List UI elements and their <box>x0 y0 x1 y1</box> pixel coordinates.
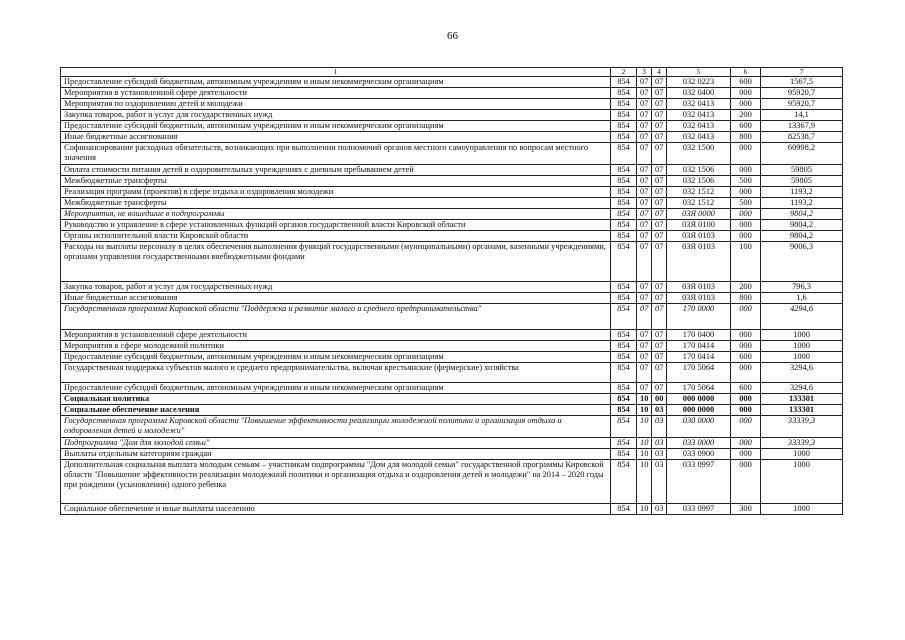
row-subsection-code: 03 <box>652 460 667 504</box>
row-section-code: 07 <box>637 88 652 99</box>
row-target-code: 032 0413 <box>667 132 731 143</box>
row-admin-code: 854 <box>611 341 637 352</box>
table-row <box>61 438 843 449</box>
row-expense-type: 000 <box>731 143 761 165</box>
row-name: Органы исполнительной власти Кировской области <box>61 231 611 242</box>
row-target-code: 032 0413 <box>667 99 731 110</box>
row-amount: 133301 <box>761 394 843 405</box>
row-subsection-code: 07 <box>652 198 667 209</box>
row-name: Реализация программ (проектов) в сфере отдыха и оздоровления молодежи <box>61 187 611 198</box>
row-subsection-code: 07 <box>652 187 667 198</box>
row-subsection-code: 07 <box>652 330 667 341</box>
row-admin-code: 854 <box>611 293 637 304</box>
row-target-code: 032 0413 <box>667 110 731 121</box>
row-admin-code: 854 <box>611 383 637 394</box>
row-expense-type: 800 <box>731 132 761 143</box>
row-amount: 133301 <box>761 405 843 416</box>
row-expense-type: 000 <box>731 88 761 99</box>
row-amount: 1000 <box>761 341 843 352</box>
row-subsection-code: 07 <box>652 341 667 352</box>
row-target-code: 03Я 0103 <box>667 293 731 304</box>
row-section-code: 07 <box>637 132 652 143</box>
row-admin-code: 854 <box>611 110 637 121</box>
row-subsection-code: 07 <box>652 88 667 99</box>
row-target-code: 032 1512 <box>667 187 731 198</box>
row-admin-code: 854 <box>611 504 637 515</box>
row-subsection-code: 07 <box>652 293 667 304</box>
row-target-code: 032 0223 <box>667 77 731 88</box>
row-amount: 9804,2 <box>761 209 843 220</box>
header-col-5: 5 <box>667 68 731 77</box>
header-col-3: 3 <box>637 68 652 77</box>
row-section-code: 07 <box>637 330 652 341</box>
row-admin-code: 854 <box>611 165 637 176</box>
row-subsection-code: 07 <box>652 77 667 88</box>
row-expense-type: 600 <box>731 352 761 363</box>
row-amount: 82538,7 <box>761 132 843 143</box>
row-subsection-code: 07 <box>652 143 667 165</box>
row-target-code: 170 5064 <box>667 363 731 383</box>
row-target-code: 03Я 0100 <box>667 220 731 231</box>
row-section-code: 07 <box>637 383 652 394</box>
table-row <box>61 242 843 282</box>
row-section-code: 10 <box>637 438 652 449</box>
row-admin-code: 854 <box>611 394 637 405</box>
row-amount: 13367,9 <box>761 121 843 132</box>
table-row <box>61 304 843 330</box>
row-target-code: 033 0997 <box>667 504 731 515</box>
row-admin-code: 854 <box>611 352 637 363</box>
row-amount: 95920,7 <box>761 99 843 110</box>
row-expense-type: 000 <box>731 330 761 341</box>
row-amount: 33339,3 <box>761 438 843 449</box>
row-amount: 3294,6 <box>761 383 843 394</box>
row-section-code: 07 <box>637 187 652 198</box>
row-section-code: 07 <box>637 165 652 176</box>
row-admin-code: 854 <box>611 132 637 143</box>
row-expense-type: 000 <box>731 460 761 504</box>
row-name: Мероприятия, не вошедшие в подпрограммы <box>61 209 611 220</box>
row-amount: 1000 <box>761 504 843 515</box>
row-target-code: 033 0997 <box>667 460 731 504</box>
row-section-code: 10 <box>637 460 652 504</box>
row-target-code: 170 5064 <box>667 383 731 394</box>
row-amount: 9006,3 <box>761 242 843 282</box>
row-admin-code: 854 <box>611 121 637 132</box>
row-expense-type: 200 <box>731 282 761 293</box>
row-name: Социальное обеспечение населения <box>61 405 611 416</box>
row-subsection-code: 07 <box>652 242 667 282</box>
row-section-code: 07 <box>637 242 652 282</box>
row-expense-type: 100 <box>731 242 761 282</box>
row-name: Подпрограмма "Дом для молодой семьи" <box>61 438 611 449</box>
row-name: Мероприятия по оздоровлению детей и молодежи <box>61 99 611 110</box>
row-name: Предоставление субсидий бюджетным, автономным учреждениям и иным некоммерческим организациям <box>61 121 611 132</box>
row-expense-type: 500 <box>731 176 761 187</box>
row-name: Софинансирование расходных обязательств, возникающих при выполнении полномочий органов местного самоуправления по вопросам местного значения <box>61 143 611 165</box>
row-admin-code: 854 <box>611 242 637 282</box>
row-subsection-code: 07 <box>652 121 667 132</box>
row-name: Закупка товаров, работ и услуг для государственных нужд <box>61 282 611 293</box>
row-admin-code: 854 <box>611 176 637 187</box>
row-name: Государственная поддержка субъектов малого и среднего предпринимательства, включая крестьянские (фермерские) хозяйства <box>61 363 611 383</box>
row-amount: 1000 <box>761 460 843 504</box>
header-col-1: 1 <box>61 68 611 77</box>
row-name: Иные бюджетные ассигнования <box>61 132 611 143</box>
row-target-code: 03Я 0000 <box>667 209 731 220</box>
table-row <box>61 282 843 293</box>
row-subsection-code: 03 <box>652 438 667 449</box>
row-section-code: 07 <box>637 341 652 352</box>
row-section-code: 07 <box>637 77 652 88</box>
table-row <box>61 293 843 304</box>
row-expense-type: 000 <box>731 341 761 352</box>
table-row <box>61 209 843 220</box>
row-name: Дополнительная социальная выплата молодым семьям – участникам подпрограммы "Дом для молодой семьи" государственной программы Кировской области "Повышение эффективности реализации молодежной политики и организация отдыха и оздоровления детей и молодежи" на 2014 – 2020 годы при рождении (усыновлении) одного ребенка <box>61 460 611 504</box>
row-expense-type: 000 <box>731 363 761 383</box>
row-section-code: 07 <box>637 220 652 231</box>
row-target-code: 030 0000 <box>667 416 731 438</box>
row-target-code: 032 0400 <box>667 88 731 99</box>
row-subsection-code: 07 <box>652 282 667 293</box>
row-name: Оплата стоимости питания детей в оздоровительных учреждениях с дневным пребыванием детей <box>61 165 611 176</box>
row-section-code: 10 <box>637 405 652 416</box>
row-expense-type: 000 <box>731 405 761 416</box>
row-expense-type: 200 <box>731 110 761 121</box>
row-admin-code: 854 <box>611 405 637 416</box>
row-admin-code: 854 <box>611 231 637 242</box>
row-expense-type: 000 <box>731 99 761 110</box>
row-target-code: 033 0900 <box>667 449 731 460</box>
table-row <box>61 449 843 460</box>
row-section-code: 10 <box>637 394 652 405</box>
row-name: Расходы на выплаты персоналу в целях обеспечения выполнения функций государственными (муниципальными) органами, казенными учреждениями, органами управления государственными внебюджетными фондами <box>61 242 611 282</box>
row-admin-code: 854 <box>611 77 637 88</box>
header-col-2: 2 <box>611 68 637 77</box>
table-row <box>61 121 843 132</box>
row-name: Мероприятия в установленной сфере деятельности <box>61 88 611 99</box>
row-section-code: 07 <box>637 209 652 220</box>
row-name: Закупка товаров, работ и услуг для государственных нужд <box>61 110 611 121</box>
row-name: Социальное обеспечение и иные выплаты населению <box>61 504 611 515</box>
budget-table <box>60 67 843 515</box>
row-target-code: 032 1512 <box>667 198 731 209</box>
row-expense-type: 600 <box>731 77 761 88</box>
row-expense-type: 000 <box>731 304 761 330</box>
row-section-code: 10 <box>637 416 652 438</box>
table-row <box>61 363 843 383</box>
row-section-code: 10 <box>637 504 652 515</box>
header-row <box>61 68 843 77</box>
row-subsection-code: 03 <box>652 504 667 515</box>
row-target-code: 03Я 0103 <box>667 282 731 293</box>
row-section-code: 07 <box>637 110 652 121</box>
row-subsection-code: 07 <box>652 363 667 383</box>
row-admin-code: 854 <box>611 438 637 449</box>
row-target-code: 033 0000 <box>667 438 731 449</box>
row-admin-code: 854 <box>611 99 637 110</box>
table-row <box>61 405 843 416</box>
row-admin-code: 854 <box>611 220 637 231</box>
row-amount: 1000 <box>761 449 843 460</box>
row-amount: 1193,2 <box>761 187 843 198</box>
row-amount: 796,3 <box>761 282 843 293</box>
row-name: Иные бюджетные ассигнования <box>61 293 611 304</box>
header-col-7: 7 <box>761 68 843 77</box>
row-amount: 33339,3 <box>761 416 843 438</box>
row-subsection-code: 07 <box>652 176 667 187</box>
row-section-code: 07 <box>637 121 652 132</box>
row-admin-code: 854 <box>611 363 637 383</box>
row-target-code: 03Я 0103 <box>667 231 731 242</box>
row-name: Межбюджетные трансферты <box>61 176 611 187</box>
table-row <box>61 383 843 394</box>
table-row <box>61 132 843 143</box>
row-section-code: 07 <box>637 352 652 363</box>
row-expense-type: 000 <box>731 449 761 460</box>
row-expense-type: 300 <box>731 504 761 515</box>
row-subsection-code: 07 <box>652 352 667 363</box>
table-row <box>61 176 843 187</box>
table-row <box>61 352 843 363</box>
table-row <box>61 394 843 405</box>
row-expense-type: 500 <box>731 198 761 209</box>
row-section-code: 07 <box>637 176 652 187</box>
row-name: Предоставление субсидий бюджетным, автономным учреждениям и иным некоммерческим организациям <box>61 383 611 394</box>
row-amount: 9804,2 <box>761 220 843 231</box>
row-target-code: 170 0414 <box>667 352 731 363</box>
row-admin-code: 854 <box>611 198 637 209</box>
table-row <box>61 88 843 99</box>
row-amount: 59805 <box>761 176 843 187</box>
row-amount: 14,1 <box>761 110 843 121</box>
row-expense-type: 000 <box>731 394 761 405</box>
row-expense-type: 000 <box>731 438 761 449</box>
table-row <box>61 165 843 176</box>
row-section-code: 10 <box>637 449 652 460</box>
row-section-code: 07 <box>637 363 652 383</box>
row-admin-code: 854 <box>611 88 637 99</box>
table-row <box>61 220 843 231</box>
table-row <box>61 504 843 515</box>
row-name: Межбюджетные трансферты <box>61 198 611 209</box>
row-name: Социальная политика <box>61 394 611 405</box>
row-target-code: 03Я 0103 <box>667 242 731 282</box>
row-name: Мероприятия в установленной сфере деятельности <box>61 330 611 341</box>
row-target-code: 032 0413 <box>667 121 731 132</box>
row-target-code: 032 1500 <box>667 143 731 165</box>
table-row <box>61 460 843 504</box>
row-expense-type: 000 <box>731 220 761 231</box>
row-subsection-code: 07 <box>652 383 667 394</box>
row-expense-type: 000 <box>731 165 761 176</box>
row-name: Руководство и управление в сфере установленных функций органов государственной власти Кировской области <box>61 220 611 231</box>
row-amount: 1000 <box>761 330 843 341</box>
row-subsection-code: 07 <box>652 110 667 121</box>
row-admin-code: 854 <box>611 304 637 330</box>
row-section-code: 07 <box>637 231 652 242</box>
row-admin-code: 854 <box>611 209 637 220</box>
row-subsection-code: 03 <box>652 416 667 438</box>
row-name: Выплаты отдельным категориям граждан <box>61 449 611 460</box>
row-name: Предоставление субсидий бюджетным, автономным учреждениям и иным некоммерческим организациям <box>61 352 611 363</box>
row-subsection-code: 07 <box>652 304 667 330</box>
row-name: Предоставление субсидий бюджетным, автономным учреждениям и иным некоммерческим организациям <box>61 77 611 88</box>
table-row <box>61 143 843 165</box>
row-expense-type: 000 <box>731 187 761 198</box>
table-row <box>61 99 843 110</box>
row-expense-type: 800 <box>731 293 761 304</box>
row-target-code: 170 0414 <box>667 341 731 352</box>
row-expense-type: 000 <box>731 209 761 220</box>
row-amount: 4294,6 <box>761 304 843 330</box>
row-target-code: 170 0400 <box>667 330 731 341</box>
row-amount: 1,6 <box>761 293 843 304</box>
row-admin-code: 854 <box>611 449 637 460</box>
row-expense-type: 600 <box>731 121 761 132</box>
row-amount: 95920,7 <box>761 88 843 99</box>
row-subsection-code: 07 <box>652 165 667 176</box>
row-section-code: 07 <box>637 198 652 209</box>
row-admin-code: 854 <box>611 187 637 198</box>
header-col-6: 6 <box>731 68 761 77</box>
row-admin-code: 854 <box>611 460 637 504</box>
row-section-code: 07 <box>637 282 652 293</box>
row-amount: 1000 <box>761 352 843 363</box>
row-section-code: 07 <box>637 304 652 330</box>
row-amount: 3294,6 <box>761 363 843 383</box>
row-subsection-code: 00 <box>652 394 667 405</box>
row-amount: 1567,5 <box>761 77 843 88</box>
row-admin-code: 854 <box>611 416 637 438</box>
header-col-4: 4 <box>652 68 667 77</box>
row-expense-type: 000 <box>731 416 761 438</box>
row-amount: 60998,2 <box>761 143 843 165</box>
row-section-code: 07 <box>637 99 652 110</box>
row-subsection-code: 07 <box>652 209 667 220</box>
row-section-code: 07 <box>637 293 652 304</box>
table-row <box>61 231 843 242</box>
row-subsection-code: 03 <box>652 449 667 460</box>
row-admin-code: 854 <box>611 143 637 165</box>
table-row <box>61 110 843 121</box>
row-target-code: 000 0000 <box>667 405 731 416</box>
page-number: 66 <box>447 30 458 42</box>
row-section-code: 07 <box>637 143 652 165</box>
row-target-code: 000 0000 <box>667 394 731 405</box>
row-name: Мероприятия в сфере молодежной политики <box>61 341 611 352</box>
row-amount: 9804,2 <box>761 231 843 242</box>
row-expense-type: 600 <box>731 383 761 394</box>
row-subsection-code: 07 <box>652 99 667 110</box>
table-row <box>61 77 843 88</box>
table-row <box>61 187 843 198</box>
row-admin-code: 854 <box>611 330 637 341</box>
row-amount: 59805 <box>761 165 843 176</box>
row-amount: 1193,2 <box>761 198 843 209</box>
table-row <box>61 341 843 352</box>
row-name: Государственная программа Кировской области "Поддержка и развитие малого и среднего предпринимательства" <box>61 304 611 330</box>
row-subsection-code: 07 <box>652 220 667 231</box>
table-row <box>61 416 843 438</box>
row-target-code: 032 1506 <box>667 176 731 187</box>
row-subsection-code: 03 <box>652 405 667 416</box>
row-name: Государственная программа Кировской области "Повышение эффективности реализации молодежной политики и организация отдыха и оздоровления детей и молодежи" <box>61 416 611 438</box>
row-expense-type: 000 <box>731 231 761 242</box>
row-target-code: 170 0000 <box>667 304 731 330</box>
row-admin-code: 854 <box>611 282 637 293</box>
table-row <box>61 198 843 209</box>
row-subsection-code: 07 <box>652 231 667 242</box>
table-row <box>61 330 843 341</box>
row-target-code: 032 1506 <box>667 165 731 176</box>
row-subsection-code: 07 <box>652 132 667 143</box>
